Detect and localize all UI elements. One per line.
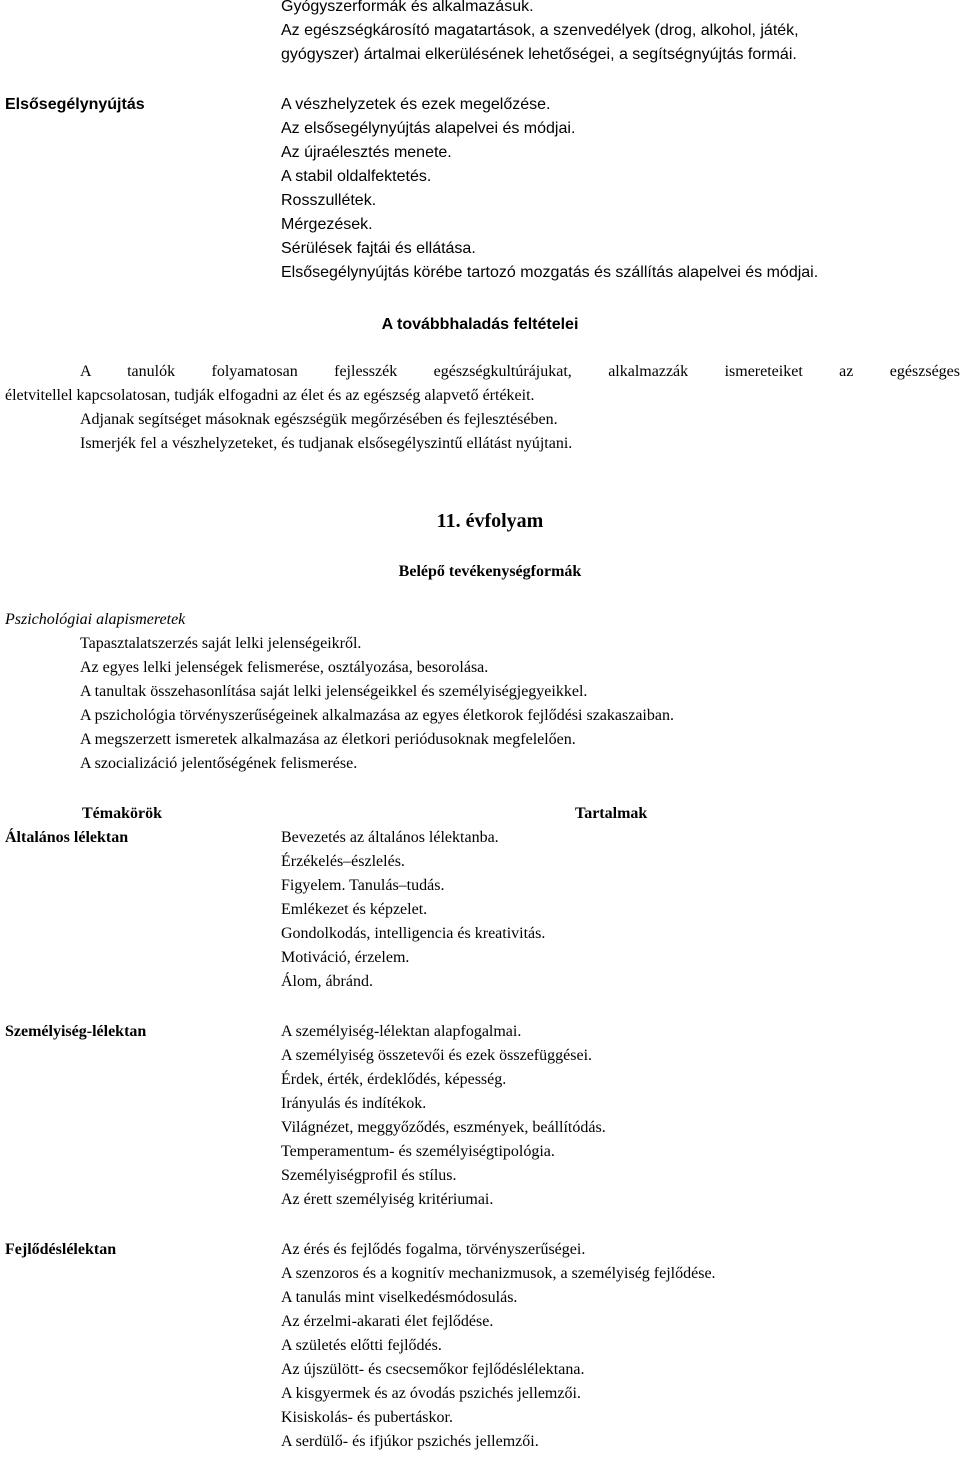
- list-item: Gondolkodás, intelligencia és kreativitás.: [281, 925, 546, 942]
- list-item: A szocializáció jelentőségének felismerése.: [80, 755, 358, 772]
- list-item: Rosszullétek.: [281, 192, 377, 209]
- topic-general-psychology: Általános lélektan: [5, 829, 129, 846]
- progress-conditions-heading: A továbbhaladás feltételei: [381, 316, 579, 333]
- list-item: Emlékezet és képzelet.: [281, 901, 428, 918]
- topic-first-aid: Elsősegélynyújtás: [5, 96, 145, 113]
- progress-conditions-body: [5, 360, 960, 456]
- psych-basics-heading: Pszichológiai alapismeretek: [5, 611, 186, 628]
- list-item: Személyiségprofil és stílus.: [281, 1167, 457, 1184]
- list-item: A kisgyermek és az óvodás pszichés jellemzői.: [281, 1385, 581, 1402]
- paragraph-line: Ismerjék fel a vészhelyzeteket, és tudjanak elsősegélyszintű ellátást nyújtani.: [80, 435, 573, 452]
- list-item: Az érés és fejlődés fogalma, törvényszerűségei.: [281, 1241, 586, 1258]
- topic-personality-psychology: Személyiség-lélektan: [5, 1023, 147, 1040]
- list-item: Figyelem. Tanulás–tudás.: [281, 877, 445, 894]
- list-item: A személyiség-lélektan alapfogalmai.: [281, 1023, 522, 1040]
- list-item: Az újszülött- és csecsemőkor fejlődéslélektana.: [281, 1361, 585, 1378]
- list-item: Irányulás és indítékok.: [281, 1095, 427, 1112]
- list-item: Az egyes lelki jelenségek felismerése, osztályozása, besorolása.: [80, 659, 489, 676]
- list-item: Álom, ábránd.: [281, 973, 373, 990]
- psych-basics-list: [80, 632, 674, 776]
- list-item: Temperamentum- és személyiségtipológia.: [281, 1143, 555, 1160]
- paragraph-line: életvitellel kapcsolatosan, tudják elfogadni az élet és az egészség alapvető értékeit.: [5, 387, 535, 404]
- list-item: A serdülő- és ifjúkor pszichés jellemzői.: [281, 1433, 539, 1450]
- list-item: Tapasztalatszerzés saját lelki jelenségeikről.: [80, 635, 362, 652]
- list-item: Érdek, érték, érdeklődés, képesség.: [281, 1071, 507, 1088]
- grade-subtitle: Belépő tevékenységformák: [398, 563, 582, 580]
- list-item: Az egészségkárosító magatartások, a szenvedélyek (drog, alkohol, játék,: [281, 22, 799, 39]
- grade-title: 11. évfolyam: [436, 510, 544, 532]
- list-item: Érzékelés–észlelés.: [281, 853, 405, 870]
- list-item: Elsősegélynyújtás körébe tartozó mozgatás és szállítás alapelvei és módjai.: [281, 264, 819, 281]
- paragraph-line: Adjanak segítséget másoknak egészségük megőrzésében és fejlesztésében.: [80, 411, 558, 428]
- topic-developmental-psychology: Fejlődéslélektan: [5, 1241, 117, 1258]
- list-item: A megszerzett ismeretek alkalmazása az életkori periódusoknak megfelelően.: [80, 731, 576, 748]
- list-item: A személyiség összetevői és ezek összefüggései.: [281, 1047, 593, 1064]
- list-item: Az újraélesztés menete.: [281, 144, 452, 161]
- list-item: Világnézet, meggyőződés, eszmények, beállítódás.: [281, 1119, 606, 1136]
- developmental-psychology-list: [281, 1238, 716, 1454]
- list-item: Bevezetés az általános lélektanba.: [281, 829, 499, 846]
- list-item: gyógyszer) ártalmai elkerülésének lehetőségei, a segítségnyújtás formái.: [281, 46, 797, 63]
- table-header-topics: Témakörök: [82, 805, 162, 822]
- intro-continuation: [281, 0, 799, 67]
- list-item: A születés előtti fejlődés.: [281, 1337, 442, 1354]
- list-item: A szenzoros és a kognitív mechanizmusok, a személyiség fejlődése.: [281, 1265, 716, 1282]
- list-item: Az érett személyiség kritériumai.: [281, 1191, 494, 1208]
- list-item: A stabil oldalfektetés.: [281, 168, 432, 185]
- table-header-contents: Tartalmak: [575, 805, 648, 822]
- list-item: A vészhelyzetek és ezek megelőzése.: [281, 96, 551, 113]
- list-item: Motiváció, érzelem.: [281, 949, 410, 966]
- list-item: Gyógyszerformák és alkalmazásuk.: [281, 0, 534, 15]
- personality-psychology-list: [281, 1020, 606, 1212]
- paragraph-line: A tanulók folyamatosan fejlesszék egészségkultúrájukat, alkalmazzák ismereteiket az egészséges: [80, 363, 960, 380]
- list-item: A tanultak összehasonlítása saját lelki jelenségeikkel és személyiségjegyeikkel.: [80, 683, 588, 700]
- list-item: A pszichológia törvényszerűségeinek alkalmazása az egyes életkorok fejlődési szakaszaiban.: [80, 707, 674, 724]
- list-item: Mérgezések.: [281, 216, 373, 233]
- general-psychology-list: [281, 826, 545, 994]
- list-item: Az érzelmi-akarati élet fejlődése.: [281, 1313, 494, 1330]
- first-aid-list: [281, 93, 818, 285]
- list-item: Kisiskolás- és pubertáskor.: [281, 1409, 453, 1426]
- list-item: A tanulás mint viselkedésmódosulás.: [281, 1289, 518, 1306]
- list-item: Sérülések fajtái és ellátása.: [281, 240, 476, 257]
- list-item: Az elsősegélynyújtás alapelvei és módjai.: [281, 120, 576, 137]
